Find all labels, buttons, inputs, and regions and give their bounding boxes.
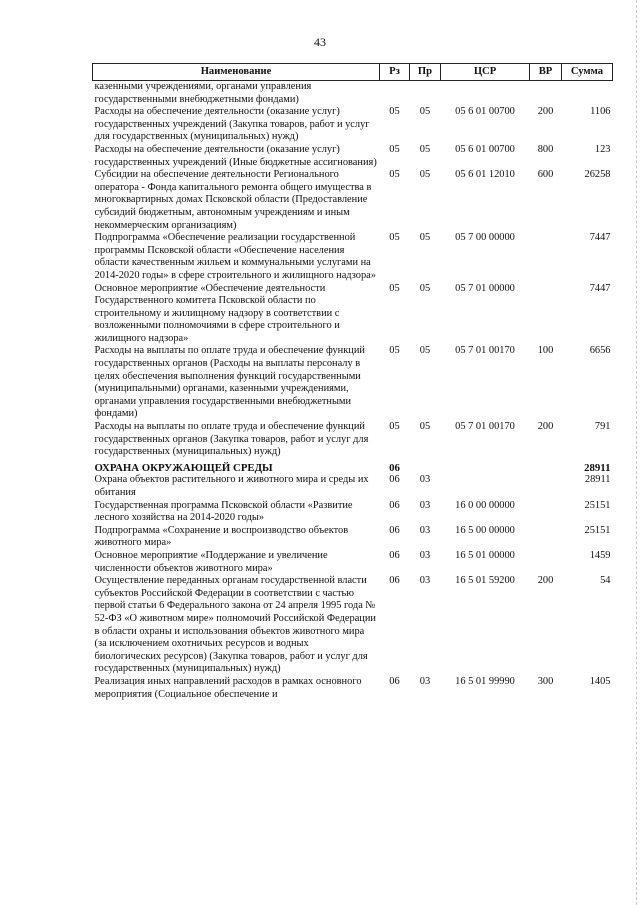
cell-vr xyxy=(530,500,562,525)
table-row xyxy=(93,421,613,459)
cell-pr: 03 xyxy=(419,675,431,687)
cell-vr xyxy=(530,474,562,499)
cell-csr: 05 6 01 12010 xyxy=(455,169,515,181)
budget-table xyxy=(92,63,613,701)
cell-name: Осуществление переданных органам государственной власти субъектов Российской Федерации в соответствии с частью первой статьи 6 Федерального закона от 24 апреля 1995 года № 52-ФЗ «О животном мире» полномочий Российской Федерации в области охраны и использования объектов животного мира (за исключением охотничьих ресурсов и водных биологических ресурсов) (Закупка товаров, работ и услуг для государственных (муниципальных) нужд) xyxy=(94,575,376,675)
table-row xyxy=(93,525,613,550)
cell-rz: 06 xyxy=(389,549,400,561)
cell-pr: 03 xyxy=(419,524,431,536)
cell-name: Расходы на выплаты по оплате труда и обеспечение функций государственных органов (Закупка товаров, работ и услуг для государственных (муниципальных) нужд) xyxy=(94,421,369,458)
cell-vr: 200 xyxy=(537,106,554,118)
column-header-rz: Рз xyxy=(380,64,410,81)
cell-vr xyxy=(530,550,562,575)
cell-sum: 25151 xyxy=(584,499,611,511)
cell-pr: 03 xyxy=(419,575,431,587)
table-row xyxy=(93,575,613,676)
cell-pr: 05 xyxy=(419,421,431,433)
cell-rz: 06 xyxy=(389,499,400,511)
cell-vr xyxy=(530,459,562,475)
cell-vr: 200 xyxy=(537,575,554,587)
table-row xyxy=(93,550,613,575)
cell-vr: 300 xyxy=(537,675,554,687)
cell-csr: 16 5 01 00000 xyxy=(455,549,515,561)
column-header-sum: Сумма xyxy=(562,64,613,81)
cell-csr: 16 0 00 00000 xyxy=(455,499,515,511)
cell-csr xyxy=(441,474,530,499)
cell-csr: 05 6 01 00700 xyxy=(455,143,515,155)
cell-name: казенными учреждениями, органами управления государственными внебюджетными фондами) xyxy=(94,81,312,105)
cell-name: Субсидии на обеспечение деятельности Регионального оператора - Фонда капитального ремонта общего имущества в многоквартирных домах Псковской области (Предоставление субсидий бюджетным, автономным учреждениям и иным некоммерческим организациям) xyxy=(94,169,372,231)
cell-name: Основное мероприятие «Обеспечение деятельности Государственного комитета Псковской области по строительному и жилищному надзору в соответствии с возложенными полномочиями в сфере строительного и жилищного надзора» xyxy=(94,282,340,344)
cell-rz: 06 xyxy=(389,675,400,687)
column-header-vr: ВР xyxy=(530,64,562,81)
cell-sum: 1459 xyxy=(589,549,611,561)
cell-rz: 05 xyxy=(389,169,400,181)
cell-rz: 05 xyxy=(389,143,400,155)
cell-csr: 05 7 01 00000 xyxy=(455,282,515,294)
cell-rz: 06 xyxy=(389,524,400,536)
cell-csr xyxy=(441,81,530,107)
table-row xyxy=(93,345,613,421)
cell-csr xyxy=(441,459,530,475)
cell-sum: 791 xyxy=(594,421,611,433)
cell-sum: 26258 xyxy=(584,169,611,181)
table-row xyxy=(93,232,613,282)
cell-vr: 600 xyxy=(537,169,554,181)
cell-sum: 6656 xyxy=(589,345,611,357)
cell-rz: 06 xyxy=(389,575,400,587)
table-row xyxy=(93,169,613,232)
cell-sum: 28911 xyxy=(584,474,611,486)
cell-pr xyxy=(410,81,441,107)
cell-vr xyxy=(530,81,562,107)
cell-pr: 05 xyxy=(419,169,431,181)
cell-sum: 1106 xyxy=(590,106,611,118)
cell-pr: 05 xyxy=(419,232,431,244)
cell-sum: 25151 xyxy=(584,524,611,536)
table-row xyxy=(93,81,613,107)
table-row xyxy=(93,474,613,499)
cell-vr xyxy=(530,525,562,550)
cell-sum: 54 xyxy=(600,575,611,587)
cell-name: ОХРАНА ОКРУЖАЮЩЕЙ СРЕДЫ xyxy=(94,461,273,474)
page-number: 43 xyxy=(314,35,326,49)
cell-rz: 05 xyxy=(389,282,400,294)
cell-rz: 05 xyxy=(389,232,400,244)
cell-rz: 05 xyxy=(389,421,400,433)
table-row xyxy=(93,676,613,701)
cell-csr: 05 6 01 00700 xyxy=(455,106,515,118)
cell-rz: 05 xyxy=(389,106,400,118)
column-header-csr: ЦСР xyxy=(441,64,530,81)
cell-sum: 7447 xyxy=(589,232,611,244)
cell-vr: 800 xyxy=(537,143,554,155)
cell-name: Охрана объектов растительного и животного мира и среды их обитания xyxy=(94,474,369,498)
cell-name: Расходы на обеспечение деятельности (оказание услуг) государственных учреждений (Иные бюджетные ассигнования) xyxy=(94,143,377,168)
cell-pr: 05 xyxy=(419,345,431,357)
cell-rz: 06 xyxy=(389,474,400,486)
table-row xyxy=(93,283,613,346)
cell-name: Расходы на обеспечение деятельности (оказание услуг) государственных учреждений (Закупка товаров, работ и услуг для государственных (муниципальных) нужд) xyxy=(94,106,370,143)
column-header-name: Наименование xyxy=(93,64,380,81)
cell-name: Подпрограмма «Сохранение и воспроизводство объектов животного мира» xyxy=(94,524,349,549)
cell-vr: 200 xyxy=(537,421,554,433)
table-body xyxy=(93,81,613,702)
cell-name: Государственная программа Псковской области «Развитие лесного хозяйства на 2014-2020 годы» xyxy=(94,499,353,524)
cell-name: Расходы на выплаты по оплате труда и обеспечение функций государственных органов (Расходы на выплаты персоналу в целях обеспечения выполнения функций государственными (муниципальными) органами, казенными учреждениями, органами управления государственными внебюджетными фондами) xyxy=(94,345,365,420)
cell-sum: 28911 xyxy=(584,461,611,474)
cell-name: Реализация иных направлений расходов в рамках основного мероприятия (Социальное обеспечение и xyxy=(94,675,362,700)
cell-csr: 05 7 01 00170 xyxy=(455,421,515,433)
table-row xyxy=(93,144,613,169)
cell-sum xyxy=(562,81,613,107)
cell-name: Подпрограмма «Обеспечение реализации государственной программы Псковской области «Обеспечение населения области качественным жильем и коммунальными услугами на 2014-2020 годы» в сфере строительного и жилищного надзора» xyxy=(94,232,376,281)
cell-pr: 03 xyxy=(419,549,431,561)
cell-sum: 1405 xyxy=(589,675,611,687)
cell-pr: 05 xyxy=(419,282,431,294)
cell-rz: 06 xyxy=(389,461,400,474)
cell-vr xyxy=(530,232,562,282)
cell-csr: 05 7 01 00170 xyxy=(455,345,515,357)
table-row xyxy=(93,106,613,144)
page-edge-line xyxy=(635,0,637,905)
cell-rz: 05 xyxy=(389,345,400,357)
cell-name: Основное мероприятие «Поддержание и увеличение численности объектов животного мира» xyxy=(94,549,328,574)
table-header-row xyxy=(93,64,613,81)
cell-csr: 16 5 01 99990 xyxy=(455,675,515,687)
cell-sum: 123 xyxy=(594,143,611,155)
cell-csr: 16 5 01 59200 xyxy=(455,575,515,587)
section-row xyxy=(93,459,613,475)
cell-pr: 05 xyxy=(419,106,431,118)
cell-csr: 05 7 00 00000 xyxy=(455,232,515,244)
column-header-pr: Пр xyxy=(410,64,441,81)
cell-pr: 05 xyxy=(419,143,431,155)
table-row xyxy=(93,500,613,525)
cell-pr: 03 xyxy=(419,474,431,486)
cell-rz xyxy=(380,81,410,107)
cell-vr xyxy=(530,283,562,346)
cell-vr: 100 xyxy=(537,345,554,357)
cell-pr: 03 xyxy=(419,499,431,511)
cell-csr: 16 5 00 00000 xyxy=(455,524,515,536)
cell-sum: 7447 xyxy=(589,282,611,294)
cell-pr xyxy=(410,459,441,475)
